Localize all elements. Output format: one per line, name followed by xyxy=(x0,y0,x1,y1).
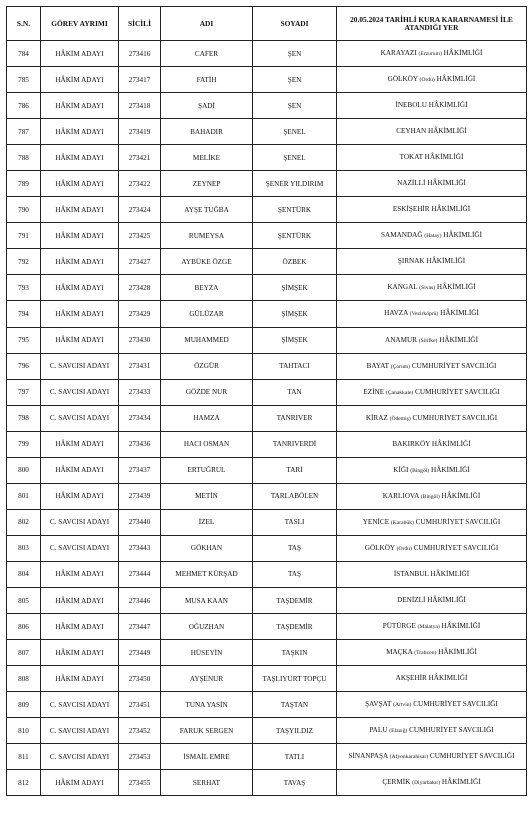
yer-office: HÂKİMLİĞİ xyxy=(425,179,466,188)
yer-province: (Karabük) xyxy=(390,519,414,526)
yer-office: HÂKİMLİĞİ xyxy=(426,674,468,683)
cell-sn: 800 xyxy=(7,457,41,483)
cell-gorev: HÂKİM ADAYI xyxy=(41,561,119,587)
cell-gorev: HÂKİM ADAYI xyxy=(41,457,119,483)
yer-office: HÂKİMLİĞİ xyxy=(422,153,464,162)
yer-province: (Hatay) xyxy=(424,233,442,240)
yer-office: HÂKİMLİĞİ xyxy=(440,778,481,787)
cell-soyadi: ŞİMŞEK xyxy=(253,275,337,301)
yer-office: CUMHURİYET SAVCILIĞI xyxy=(411,543,499,552)
yer-province: (Çanakkale) xyxy=(385,389,414,396)
cell-sn: 786 xyxy=(7,93,41,119)
cell-yer xyxy=(337,275,527,301)
cell-yer xyxy=(337,770,527,796)
yer-province: (Malatya) xyxy=(417,624,440,631)
yer-office: HÂKİMLİĞİ xyxy=(439,491,481,500)
yer-office: HÂKİMLİĞİ xyxy=(441,231,482,240)
table-row xyxy=(7,379,527,405)
cell-gorev: HÂKİM ADAYI xyxy=(41,483,119,509)
cell-sicil: 273455 xyxy=(119,770,161,796)
cell-soyadi: TAŞTAN xyxy=(253,692,337,718)
table-row xyxy=(7,587,527,613)
cell-yer xyxy=(337,379,527,405)
cell-soyadi: ÖZBEK xyxy=(253,249,337,275)
cell-sn: 798 xyxy=(7,405,41,431)
cell-sicil: 273417 xyxy=(119,67,161,93)
cell-gorev: C. SAVCISI ADAYI xyxy=(41,509,119,535)
cell-sicil: 273440 xyxy=(119,509,161,535)
yer-province: (Artvin) xyxy=(393,702,412,709)
cell-soyadi: ŞENER YILDIRIM xyxy=(253,171,337,197)
cell-yer xyxy=(337,744,527,770)
cell-soyadi: TAN xyxy=(253,379,337,405)
header-adi: ADI xyxy=(161,7,253,41)
yer-office: HÂKİMLİĞİ xyxy=(438,309,479,318)
cell-soyadi: ŞENTÜRK xyxy=(253,223,337,249)
cell-soyadi: TAŞDEMİR xyxy=(253,587,337,613)
cell-soyadi: TAŞYILDIZ xyxy=(253,718,337,744)
yer-office: HÂKİMLİĞİ xyxy=(427,101,468,110)
yer-place: KANGAL xyxy=(387,283,420,292)
yer-office: HÂKİMLİĞİ xyxy=(429,205,471,214)
yer-place: BAYAT xyxy=(366,361,391,370)
cell-sn: 809 xyxy=(7,692,41,718)
table-row xyxy=(7,457,527,483)
cell-adi: İSMAİL EMRE xyxy=(161,744,253,770)
cell-gorev: C. SAVCISI ADAYI xyxy=(41,353,119,379)
cell-yer xyxy=(337,718,527,744)
cell-sn: 790 xyxy=(7,197,41,223)
cell-adi: ÖZGÜR xyxy=(161,353,253,379)
cell-gorev: HÂKİM ADAYI xyxy=(41,249,119,275)
yer-office: HÂKİMLİĞİ xyxy=(424,257,466,266)
yer-place: GÖLKÖY xyxy=(387,75,420,84)
cell-adi: SERHAT xyxy=(161,770,253,796)
cell-soyadi: TARLABÖLEN xyxy=(253,483,337,509)
cell-adi: HACI OSMAN xyxy=(161,431,253,457)
cell-sn: 793 xyxy=(7,275,41,301)
cell-soyadi: ŞEN xyxy=(253,93,337,119)
cell-gorev: C. SAVCISI ADAYI xyxy=(41,718,119,744)
cell-gorev: HÂKİM ADAYI xyxy=(41,614,119,640)
yer-province: (Ordu) xyxy=(419,77,435,84)
cell-adi: OĞUZHAN xyxy=(161,614,253,640)
yer-office: HÂKİMLİĞİ xyxy=(441,49,483,58)
table-row xyxy=(7,535,527,561)
cell-gorev: C. SAVCISI ADAYI xyxy=(41,379,119,405)
yer-place: YENİCE xyxy=(362,517,391,526)
yer-place: SİNANPAŞA xyxy=(348,752,390,761)
cell-adi: MUSA KAAN xyxy=(161,587,253,613)
cell-sicil: 273437 xyxy=(119,457,161,483)
yer-office: HÂKİMLİĞİ xyxy=(434,75,476,84)
table-row xyxy=(7,692,527,718)
yer-office: CUMHURİYET SAVCILIĞI xyxy=(407,726,494,735)
cell-yer xyxy=(337,457,527,483)
table-row xyxy=(7,223,527,249)
yer-office: CUMHURİYET SAVCILIĞI xyxy=(428,752,515,761)
cell-sicil: 273421 xyxy=(119,145,161,171)
yer-place: EZİNE xyxy=(363,387,386,396)
yer-office: CUMHURİYET SAVCILIĞI xyxy=(410,413,498,422)
yer-office: CUMHURİYET SAVCILIĞI xyxy=(413,387,500,396)
yer-office: HÂKİMLİĞİ xyxy=(430,439,471,448)
cell-soyadi: TASLI xyxy=(253,509,337,535)
cell-gorev: HÂKİM ADAYI xyxy=(41,770,119,796)
yer-place: ÇERMİK xyxy=(382,778,413,787)
table-body xyxy=(7,41,527,796)
cell-yer xyxy=(337,666,527,692)
cell-yer xyxy=(337,640,527,666)
cell-gorev: HÂKİM ADAYI xyxy=(41,301,119,327)
cell-yer xyxy=(337,171,527,197)
cell-adi: FARUK SERGEN xyxy=(161,718,253,744)
header-yer: 20.05.2024 TARİHLİ KURA KARARNAMESİ İLE ATANDIĞI YER xyxy=(337,7,527,41)
yer-office: HÂKİMLİĞİ xyxy=(426,127,467,136)
cell-adi: AYBÜKE ÖZGE xyxy=(161,249,253,275)
cell-yer xyxy=(337,614,527,640)
cell-yer xyxy=(337,353,527,379)
table-row xyxy=(7,483,527,509)
cell-sn: 811 xyxy=(7,744,41,770)
cell-adi: TUNA YASİN xyxy=(161,692,253,718)
cell-sn: 801 xyxy=(7,483,41,509)
cell-adi: MEHMET KÜRŞAD xyxy=(161,561,253,587)
cell-sicil: 273446 xyxy=(119,587,161,613)
cell-soyadi: TAŞLIYURT TOPÇU xyxy=(253,666,337,692)
cell-soyadi: TATLI xyxy=(253,744,337,770)
table-header xyxy=(7,7,527,41)
cell-adi: AYŞENUR xyxy=(161,666,253,692)
yer-province: (Trabzon) xyxy=(414,650,437,657)
yer-place: ESKİŞEHİR xyxy=(392,205,430,214)
yer-province: (Elazığ) xyxy=(389,728,408,735)
yer-place: CEYHAN xyxy=(396,127,427,136)
cell-sn: 803 xyxy=(7,535,41,561)
cell-sn: 806 xyxy=(7,614,41,640)
table-row xyxy=(7,249,527,275)
cell-sicil: 273436 xyxy=(119,431,161,457)
cell-adi: FATİH xyxy=(161,67,253,93)
yer-place: KİRAZ xyxy=(365,413,390,422)
cell-soyadi: TARİ xyxy=(253,457,337,483)
yer-place: HAVZA xyxy=(384,309,410,318)
cell-adi: ZEYNEP xyxy=(161,171,253,197)
cell-soyadi: ŞEN xyxy=(253,67,337,93)
cell-yer xyxy=(337,145,527,171)
cell-gorev: C. SAVCISI ADAYI xyxy=(41,692,119,718)
cell-sn: 799 xyxy=(7,431,41,457)
yer-office: HÂKİMLİĞİ xyxy=(439,622,481,631)
cell-gorev: HÂKİM ADAYI xyxy=(41,327,119,353)
yer-place: AKŞEHİR xyxy=(395,674,427,683)
cell-gorev: HÂKİM ADAYI xyxy=(41,145,119,171)
cell-sn: 796 xyxy=(7,353,41,379)
cell-gorev: HÂKİM ADAYI xyxy=(41,587,119,613)
cell-sn: 789 xyxy=(7,171,41,197)
cell-adi: İZEL xyxy=(161,509,253,535)
table-row xyxy=(7,640,527,666)
yer-office: HÂKİMLİĞİ xyxy=(425,596,466,604)
yer-place: PÜTÜRGE xyxy=(382,622,418,631)
table-row xyxy=(7,301,527,327)
yer-office: HÂKİMLİĞİ xyxy=(437,335,478,344)
yer-province: (Diyarbakır) xyxy=(412,780,441,787)
cell-gorev: C. SAVCISI ADAYI xyxy=(41,535,119,561)
cell-yer xyxy=(337,67,527,93)
cell-sn: 812 xyxy=(7,770,41,796)
cell-sicil: 273433 xyxy=(119,379,161,405)
cell-adi: MUHAMMED xyxy=(161,327,253,353)
cell-sicil: 273453 xyxy=(119,744,161,770)
table-row xyxy=(7,275,527,301)
yer-province: (Afyonkarahisar) xyxy=(389,754,429,761)
cell-sicil: 273444 xyxy=(119,561,161,587)
table-row xyxy=(7,744,527,770)
yer-place: MAÇKA xyxy=(386,648,415,657)
yer-place: BAKIRKÖY xyxy=(392,439,431,448)
table-row xyxy=(7,405,527,431)
cell-yer xyxy=(337,535,527,561)
cell-yer xyxy=(337,561,527,587)
yer-place: KARAYAZI xyxy=(380,49,419,58)
table-row xyxy=(7,41,527,67)
table-row xyxy=(7,509,527,535)
cell-sicil: 273419 xyxy=(119,119,161,145)
yer-province: (Vezirköprü) xyxy=(409,311,439,318)
cell-sicil: 273425 xyxy=(119,223,161,249)
cell-sicil: 273447 xyxy=(119,614,161,640)
yer-office: HÂKİMLİĞİ xyxy=(429,465,470,474)
cell-sicil: 273416 xyxy=(119,41,161,67)
cell-gorev: HÂKİM ADAYI xyxy=(41,197,119,223)
table-row xyxy=(7,770,527,796)
cell-yer xyxy=(337,405,527,431)
cell-sicil: 273427 xyxy=(119,249,161,275)
cell-adi: GÖZDE NUR xyxy=(161,379,253,405)
yer-place: NAZİLLİ xyxy=(397,179,426,188)
header-soyadi: SOYADI xyxy=(253,7,337,41)
cell-sn: 788 xyxy=(7,145,41,171)
yer-place: İNEBOLU xyxy=(395,101,427,110)
assignment-table xyxy=(6,6,527,796)
cell-gorev: HÂKİM ADAYI xyxy=(41,223,119,249)
yer-office: CUMHURİYET SAVCILIĞI xyxy=(413,517,501,526)
yer-province: (Çorum) xyxy=(390,363,411,370)
cell-sicil: 273449 xyxy=(119,640,161,666)
yer-place: ANAMUR xyxy=(385,335,419,344)
yer-place: ŞIRNAK xyxy=(397,257,425,266)
cell-yer xyxy=(337,249,527,275)
yer-office: HÂKİMLİĞİ xyxy=(436,648,477,657)
cell-gorev: HÂKİM ADAYI xyxy=(41,119,119,145)
table-row xyxy=(7,93,527,119)
cell-sn: 802 xyxy=(7,509,41,535)
cell-sicil: 273422 xyxy=(119,171,161,197)
cell-soyadi: ŞENEL xyxy=(253,145,337,171)
cell-yer xyxy=(337,587,527,613)
yer-office: CUMHURİYET SAVCILIĞI xyxy=(411,700,498,709)
cell-yer xyxy=(337,483,527,509)
yer-office: CUMHURİYET SAVCILIĞI xyxy=(410,361,497,370)
table-row xyxy=(7,197,527,223)
cell-sn: 805 xyxy=(7,587,41,613)
cell-adi: MELİKE xyxy=(161,145,253,171)
table-row xyxy=(7,67,527,93)
cell-yer xyxy=(337,509,527,535)
cell-soyadi: TAŞ xyxy=(253,561,337,587)
yer-province: (Ödemiş) xyxy=(389,415,411,422)
cell-sicil: 273428 xyxy=(119,275,161,301)
table-row xyxy=(7,145,527,171)
header-sicil: SİCİLİ xyxy=(119,7,161,41)
cell-yer xyxy=(337,197,527,223)
cell-adi: BAHADIR xyxy=(161,119,253,145)
yer-place: TOKAT xyxy=(399,153,423,162)
cell-adi: ŞADİ xyxy=(161,93,253,119)
cell-sicil: 273418 xyxy=(119,93,161,119)
cell-gorev: HÂKİM ADAYI xyxy=(41,431,119,457)
cell-yer xyxy=(337,223,527,249)
cell-sicil: 273452 xyxy=(119,718,161,744)
cell-sn: 797 xyxy=(7,379,41,405)
yer-office: HÂKİMLİĞİ xyxy=(435,283,476,292)
cell-sn: 810 xyxy=(7,718,41,744)
yer-province: (Erzurum) xyxy=(418,51,442,58)
yer-province: (Ordu) xyxy=(396,545,412,552)
cell-adi: CAFER xyxy=(161,41,253,67)
cell-adi: ERTUĞRUL xyxy=(161,457,253,483)
yer-place: GÖLKÖY xyxy=(364,543,397,552)
cell-sicil: 273450 xyxy=(119,666,161,692)
table-row xyxy=(7,431,527,457)
cell-yer xyxy=(337,41,527,67)
cell-sn: 808 xyxy=(7,666,41,692)
table-row xyxy=(7,119,527,145)
cell-sicil: 273439 xyxy=(119,483,161,509)
cell-yer xyxy=(337,119,527,145)
cell-sn: 794 xyxy=(7,301,41,327)
cell-adi: GÜLÜZAR xyxy=(161,301,253,327)
cell-adi: METİN xyxy=(161,483,253,509)
cell-sn: 785 xyxy=(7,67,41,93)
cell-soyadi: TAŞ xyxy=(253,535,337,561)
table-row xyxy=(7,666,527,692)
cell-gorev: HÂKİM ADAYI xyxy=(41,640,119,666)
cell-soyadi: TAŞDEMİR xyxy=(253,614,337,640)
cell-soyadi: TANRIVERDİ xyxy=(253,431,337,457)
cell-soyadi: ŞİMŞEK xyxy=(253,327,337,353)
cell-sn: 807 xyxy=(7,640,41,666)
table-row xyxy=(7,614,527,640)
cell-sicil: 273429 xyxy=(119,301,161,327)
yer-province: (Bingöl) xyxy=(410,467,430,474)
table-row xyxy=(7,561,527,587)
cell-soyadi: TAŞKIN xyxy=(253,640,337,666)
cell-soyadi: ŞENEL xyxy=(253,119,337,145)
cell-sicil: 273424 xyxy=(119,197,161,223)
cell-soyadi: ŞENTÜRK xyxy=(253,197,337,223)
cell-soyadi: TAVAŞ xyxy=(253,770,337,796)
cell-gorev: HÂKİM ADAYI xyxy=(41,275,119,301)
cell-yer xyxy=(337,692,527,718)
cell-gorev: HÂKİM ADAYI xyxy=(41,171,119,197)
yer-place: SAMANDAĞ xyxy=(381,231,425,240)
cell-gorev: HÂKİM ADAYI xyxy=(41,666,119,692)
cell-sn: 791 xyxy=(7,223,41,249)
cell-gorev: C. SAVCISI ADAYI xyxy=(41,405,119,431)
cell-sn: 787 xyxy=(7,119,41,145)
cell-adi: HÜSEYİN xyxy=(161,640,253,666)
cell-soyadi: TANRIVER xyxy=(253,405,337,431)
cell-sicil: 273443 xyxy=(119,535,161,561)
cell-adi: BEYZA xyxy=(161,275,253,301)
cell-adi: HAMZA xyxy=(161,405,253,431)
cell-sicil: 273434 xyxy=(119,405,161,431)
yer-place: ŞAVŞAT xyxy=(365,700,394,709)
cell-sn: 784 xyxy=(7,41,41,67)
cell-sn: 792 xyxy=(7,249,41,275)
cell-gorev: HÂKİM ADAYI xyxy=(41,67,119,93)
header-gorev: GÖREV AYRIMI xyxy=(41,7,119,41)
cell-sn: 804 xyxy=(7,561,41,587)
yer-office: HÂKİMLİĞİ xyxy=(428,569,470,578)
yer-province: (Sivas) xyxy=(419,285,436,292)
cell-soyadi: TAHTACI xyxy=(253,353,337,379)
cell-yer xyxy=(337,327,527,353)
cell-adi: RUMEYSA xyxy=(161,223,253,249)
cell-gorev: HÂKİM ADAYI xyxy=(41,41,119,67)
cell-sicil: 273430 xyxy=(119,327,161,353)
header-sn: S.N. xyxy=(7,7,41,41)
cell-gorev: HÂKİM ADAYI xyxy=(41,93,119,119)
cell-soyadi: ŞİMŞEK xyxy=(253,301,337,327)
yer-place: DENİZLİ xyxy=(397,596,426,604)
cell-yer xyxy=(337,431,527,457)
cell-adi: GÖKHAN xyxy=(161,535,253,561)
yer-place: KİĞI xyxy=(393,465,411,474)
cell-yer xyxy=(337,301,527,327)
yer-place: KARLIOVA xyxy=(382,491,421,500)
table-row xyxy=(7,171,527,197)
cell-soyadi: ŞEN xyxy=(253,41,337,67)
cell-yer xyxy=(337,93,527,119)
cell-adi: AYŞE TUĞBA xyxy=(161,197,253,223)
yer-province: (Silifke) xyxy=(418,337,438,344)
cell-sicil: 273431 xyxy=(119,353,161,379)
yer-place: İSTANBUL xyxy=(393,569,429,578)
cell-sn: 795 xyxy=(7,327,41,353)
table-row xyxy=(7,327,527,353)
table-row xyxy=(7,353,527,379)
yer-place: PALU xyxy=(369,726,390,735)
cell-sicil: 273451 xyxy=(119,692,161,718)
cell-gorev: C. SAVCISI ADAYI xyxy=(41,744,119,770)
table-row xyxy=(7,718,527,744)
yer-province: (Bingöl) xyxy=(420,493,440,500)
